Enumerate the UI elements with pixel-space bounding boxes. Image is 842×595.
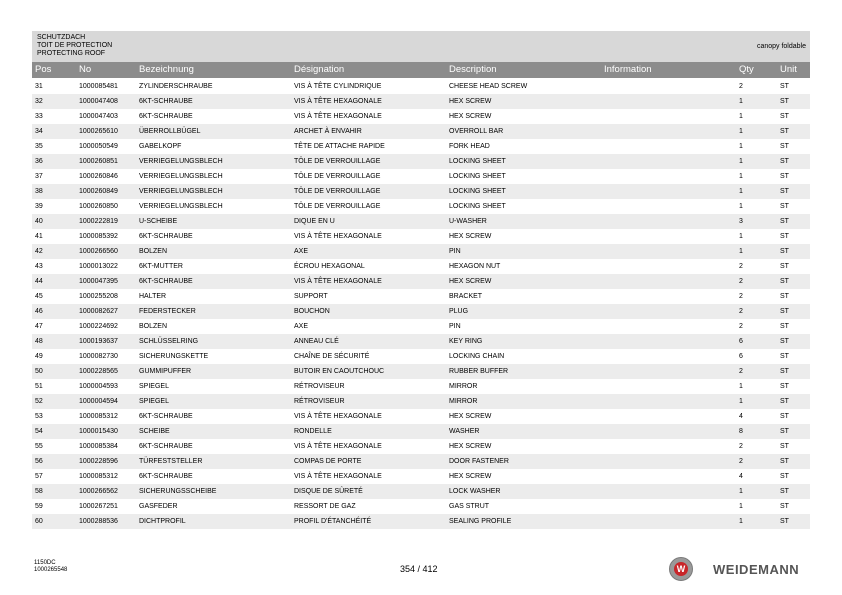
- cell-bezeichnung: BOLZEN: [139, 323, 168, 330]
- cell-qty: 2: [739, 293, 743, 300]
- table-row: [32, 154, 810, 169]
- cell-qty: 2: [739, 263, 743, 270]
- cell-pos: 33: [35, 113, 43, 120]
- cell-unit: ST: [780, 278, 789, 285]
- cell-no: 1000228565: [79, 368, 118, 375]
- cell-qty: 4: [739, 413, 743, 420]
- table-row: [32, 79, 810, 94]
- cell-qty: 1: [739, 518, 743, 525]
- cell-description: HEX SCREW: [449, 413, 492, 420]
- cell-qty: 1: [739, 398, 743, 405]
- cell-designation: VIS À TÊTE HEXAGONALE: [294, 473, 382, 480]
- cell-no: 1000266562: [79, 488, 118, 495]
- cell-qty: 1: [739, 203, 743, 210]
- cell-bezeichnung: 6KT-SCHRAUBE: [139, 98, 193, 105]
- cell-description: HEX SCREW: [449, 113, 492, 120]
- cell-pos: 55: [35, 443, 43, 450]
- title-en: PROTECTING ROOF: [37, 50, 106, 57]
- cell-designation: RÉTROVISEUR: [294, 398, 345, 405]
- table-row: [32, 499, 810, 514]
- cell-designation: COMPAS DE PORTE: [294, 458, 362, 465]
- cell-no: 1000267251: [79, 503, 118, 510]
- cell-unit: ST: [780, 338, 789, 345]
- cell-bezeichnung: U-SCHEIBE: [139, 218, 178, 225]
- cell-no: 1000013022: [79, 263, 118, 270]
- cell-pos: 38: [35, 188, 43, 195]
- cell-no: 1000265610: [79, 128, 118, 135]
- cell-qty: 6: [739, 353, 743, 360]
- cell-designation: RESSORT DE GAZ: [294, 503, 356, 510]
- cell-qty: 1: [739, 503, 743, 510]
- cell-pos: 56: [35, 458, 43, 465]
- cell-no: 1000260849: [79, 188, 118, 195]
- cell-description: MIRROR: [449, 398, 478, 405]
- cell-unit: ST: [780, 308, 789, 315]
- cell-unit: ST: [780, 383, 789, 390]
- cell-designation: AXE: [294, 248, 309, 255]
- table-row: [32, 484, 810, 499]
- cell-description: LOCKING SHEET: [449, 203, 506, 210]
- cell-pos: 60: [35, 518, 43, 525]
- cell-unit: ST: [780, 218, 789, 225]
- cell-qty: 2: [739, 83, 743, 90]
- cell-no: 1000047403: [79, 113, 118, 120]
- cell-no: 1000082627: [79, 308, 118, 315]
- cell-designation: ARCHET À ENVAHIR: [294, 128, 362, 135]
- cell-qty: 1: [739, 488, 743, 495]
- cell-no: 1000082730: [79, 353, 118, 360]
- cell-unit: ST: [780, 158, 789, 165]
- cell-pos: 36: [35, 158, 43, 165]
- cell-pos: 40: [35, 218, 43, 225]
- logo-icon: [669, 557, 693, 581]
- cell-description: HEX SCREW: [449, 98, 492, 105]
- cell-qty: 1: [739, 233, 743, 240]
- cell-description: HEX SCREW: [449, 278, 492, 285]
- table-row: [32, 169, 810, 184]
- cell-designation: TÔLE DE VERROUILLAGE: [294, 158, 381, 165]
- table-row: [32, 124, 810, 139]
- table-row: [32, 409, 810, 424]
- cell-description: HEX SCREW: [449, 473, 492, 480]
- cell-qty: 1: [739, 113, 743, 120]
- cell-description: WASHER: [449, 428, 480, 435]
- cell-designation: BOUCHON: [294, 308, 330, 315]
- cell-description: MIRROR: [449, 383, 478, 390]
- cell-pos: 42: [35, 248, 43, 255]
- cell-description: LOCKING SHEET: [449, 188, 506, 195]
- cell-unit: ST: [780, 428, 789, 435]
- cell-pos: 59: [35, 503, 43, 510]
- cell-bezeichnung: VERRIEGELUNGSBLECH: [139, 158, 223, 165]
- cell-description: LOCKING CHAIN: [449, 353, 505, 360]
- cell-no: 1000224692: [79, 323, 118, 330]
- cell-bezeichnung: DICHTPROFIL: [139, 518, 186, 525]
- cell-bezeichnung: SCHEIBE: [139, 428, 170, 435]
- cell-description: DOOR FASTENER: [449, 458, 509, 465]
- table-row: [32, 94, 810, 109]
- cell-bezeichnung: GABELKOPF: [139, 143, 182, 150]
- cell-description: LOCKING SHEET: [449, 173, 506, 180]
- cell-description: HEX SCREW: [449, 233, 492, 240]
- cell-no: 1000288536: [79, 518, 118, 525]
- cell-designation: DISQUE DE SÛRETÉ: [294, 488, 363, 495]
- cell-unit: ST: [780, 98, 789, 105]
- cell-bezeichnung: 6KT-SCHRAUBE: [139, 113, 193, 120]
- table-row: [32, 424, 810, 439]
- cell-bezeichnung: 6KT-SCHRAUBE: [139, 443, 193, 450]
- page-number: 354 / 412: [400, 564, 438, 574]
- cell-qty: 8: [739, 428, 743, 435]
- table-row: [32, 364, 810, 379]
- cell-pos: 50: [35, 368, 43, 375]
- page-header: [32, 31, 810, 62]
- cell-no: 1000260850: [79, 203, 118, 210]
- cell-description: FORK HEAD: [449, 143, 490, 150]
- cell-no: 1000260846: [79, 173, 118, 180]
- cell-unit: ST: [780, 173, 789, 180]
- cell-pos: 34: [35, 128, 43, 135]
- cell-no: 1000050549: [79, 143, 118, 150]
- cell-designation: VIS À TÊTE CYLINDRIQUE: [294, 83, 382, 90]
- logo-letter: W: [674, 562, 688, 576]
- cell-designation: RÉTROVISEUR: [294, 383, 345, 390]
- cell-description: U-WASHER: [449, 218, 487, 225]
- cell-designation: VIS À TÊTE HEXAGONALE: [294, 233, 382, 240]
- cell-designation: TÔLE DE VERROUILLAGE: [294, 173, 381, 180]
- cell-bezeichnung: ZYLINDERSCHRAUBE: [139, 83, 213, 90]
- cell-bezeichnung: 6KT-SCHRAUBE: [139, 413, 193, 420]
- cell-unit: ST: [780, 458, 789, 465]
- cell-bezeichnung: BOLZEN: [139, 248, 168, 255]
- cell-designation: BUTOIR EN CAOUTCHOUC: [294, 368, 385, 375]
- cell-designation: ANNEAU CLÉ: [294, 338, 339, 345]
- table-row: [32, 229, 810, 244]
- cell-no: 1000260851: [79, 158, 118, 165]
- cell-qty: 2: [739, 278, 743, 285]
- cell-no: 1000266560: [79, 248, 118, 255]
- table-row: [32, 349, 810, 364]
- cell-unit: ST: [780, 128, 789, 135]
- cell-no: 1000015430: [79, 428, 118, 435]
- cell-description: LOCK WASHER: [449, 488, 501, 495]
- cell-unit: ST: [780, 293, 789, 300]
- cell-unit: ST: [780, 233, 789, 240]
- cell-pos: 45: [35, 293, 43, 300]
- cell-bezeichnung: HALTER: [139, 293, 167, 300]
- cell-pos: 41: [35, 233, 43, 240]
- col-no: No: [79, 64, 92, 75]
- table-row: [32, 469, 810, 484]
- cell-unit: ST: [780, 398, 789, 405]
- cell-pos: 44: [35, 278, 43, 285]
- cell-no: 1000085384: [79, 443, 118, 450]
- cell-no: 1000004593: [79, 383, 118, 390]
- title-de: SCHUTZDACH: [37, 34, 86, 41]
- cell-qty: 2: [739, 308, 743, 315]
- cell-bezeichnung: VERRIEGELUNGSBLECH: [139, 188, 223, 195]
- cell-no: 1000222819: [79, 218, 118, 225]
- cell-designation: AXE: [294, 323, 309, 330]
- cell-no: 1000085392: [79, 233, 118, 240]
- cell-bezeichnung: ÜBERROLLBÜGEL: [139, 128, 201, 135]
- cell-bezeichnung: SPIEGEL: [139, 398, 169, 405]
- table-row: [32, 439, 810, 454]
- cell-description: HEXAGON NUT: [449, 263, 501, 270]
- table-row: [32, 139, 810, 154]
- cell-qty: 1: [739, 383, 743, 390]
- cell-bezeichnung: GUMMIPUFFER: [139, 368, 192, 375]
- cell-bezeichnung: FEDERSTECKER: [139, 308, 196, 315]
- cell-designation: RONDELLE: [294, 428, 332, 435]
- cell-designation: CHAÎNE DE SÉCURITÉ: [294, 353, 370, 360]
- cell-no: 1000255208: [79, 293, 118, 300]
- section-titles: [37, 34, 112, 58]
- cell-unit: ST: [780, 353, 789, 360]
- cell-pos: 37: [35, 173, 43, 180]
- cell-unit: ST: [780, 203, 789, 210]
- cell-designation: TÊTE DE ATTACHE RAPIDE: [294, 143, 385, 150]
- table-row: [32, 514, 810, 529]
- cell-unit: ST: [780, 83, 789, 90]
- cell-qty: 3: [739, 218, 743, 225]
- cell-qty: 2: [739, 458, 743, 465]
- cell-unit: ST: [780, 518, 789, 525]
- cell-qty: 1: [739, 188, 743, 195]
- table-header: [32, 62, 810, 78]
- cell-pos: 54: [35, 428, 43, 435]
- cell-qty: 6: [739, 338, 743, 345]
- cell-designation: VIS À TÊTE HEXAGONALE: [294, 113, 382, 120]
- cell-designation: VIS À TÊTE HEXAGONALE: [294, 98, 382, 105]
- table-row: [32, 304, 810, 319]
- cell-designation: TÔLE DE VERROUILLAGE: [294, 203, 381, 210]
- cell-qty: 1: [739, 128, 743, 135]
- cell-no: 1000004594: [79, 398, 118, 405]
- cell-pos: 31: [35, 83, 43, 90]
- cell-unit: ST: [780, 503, 789, 510]
- cell-no: 1000085312: [79, 413, 118, 420]
- cell-pos: 32: [35, 98, 43, 105]
- cell-no: 1000085312: [79, 473, 118, 480]
- cell-description: BRACKET: [449, 293, 483, 300]
- cell-unit: ST: [780, 473, 789, 480]
- cell-qty: 2: [739, 323, 743, 330]
- cell-designation: ÉCROU HEXAGONAL: [294, 263, 365, 270]
- table-row: [32, 379, 810, 394]
- cell-unit: ST: [780, 188, 789, 195]
- cell-no: 1000085481: [79, 83, 118, 90]
- cell-bezeichnung: SPIEGEL: [139, 383, 169, 390]
- cell-description: GAS STRUT: [449, 503, 490, 510]
- cell-pos: 49: [35, 353, 43, 360]
- cell-description: KEY RING: [449, 338, 483, 345]
- cell-description: OVERROLL BAR: [449, 128, 504, 135]
- cell-unit: ST: [780, 113, 789, 120]
- table-row: [32, 334, 810, 349]
- cell-unit: ST: [780, 263, 789, 270]
- brand-name: WEIDEMANN: [713, 562, 800, 577]
- col-pos: Pos: [35, 64, 52, 75]
- cell-unit: ST: [780, 413, 789, 420]
- cell-bezeichnung: 6KT-SCHRAUBE: [139, 278, 193, 285]
- table-row: [32, 274, 810, 289]
- table-row: [32, 244, 810, 259]
- cell-qty: 2: [739, 443, 743, 450]
- table-row: [32, 214, 810, 229]
- cell-description: SEALING PROFILE: [449, 518, 512, 525]
- cell-designation: SUPPORT: [294, 293, 328, 300]
- cell-designation: PROFIL D'ÉTANCHÉITÉ: [294, 518, 372, 525]
- cell-designation: VIS À TÊTE HEXAGONALE: [294, 278, 382, 285]
- cell-description: CHEESE HEAD SCREW: [449, 83, 528, 90]
- cell-designation: VIS À TÊTE HEXAGONALE: [294, 413, 382, 420]
- cell-bezeichnung: SICHERUNGSKETTE: [139, 353, 209, 360]
- cell-no: 1000228596: [79, 458, 118, 465]
- cell-description: RUBBER BUFFER: [449, 368, 509, 375]
- footer-code: [34, 560, 67, 574]
- title-fr: TOIT DE PROTECTION: [37, 42, 113, 49]
- cell-qty: 1: [739, 248, 743, 255]
- cell-bezeichnung: VERRIEGELUNGSBLECH: [139, 203, 223, 210]
- cell-qty: 1: [739, 158, 743, 165]
- cell-unit: ST: [780, 368, 789, 375]
- cell-no: 1000047408: [79, 98, 118, 105]
- col-qty: Qty: [739, 64, 754, 75]
- cell-bezeichnung: SICHERUNGSSCHEIBE: [139, 488, 217, 495]
- brand-logo: [669, 557, 811, 583]
- cell-unit: ST: [780, 443, 789, 450]
- table-row: [32, 454, 810, 469]
- cell-description: PIN: [449, 323, 461, 330]
- cell-designation: VIS À TÊTE HEXAGONALE: [294, 443, 382, 450]
- table-row: [32, 199, 810, 214]
- cell-pos: 53: [35, 413, 43, 420]
- table-row: [32, 289, 810, 304]
- cell-bezeichnung: 6KT-SCHRAUBE: [139, 473, 193, 480]
- cell-bezeichnung: TÜRFESTSTELLER: [139, 458, 203, 465]
- cell-no: 1000047395: [79, 278, 118, 285]
- document-number: 1000265548: [34, 567, 68, 573]
- cell-qty: 2: [739, 368, 743, 375]
- cell-unit: ST: [780, 248, 789, 255]
- table-row: [32, 109, 810, 124]
- cell-qty: 4: [739, 473, 743, 480]
- cell-description: LOCKING SHEET: [449, 158, 506, 165]
- cell-pos: 47: [35, 323, 43, 330]
- cell-pos: 43: [35, 263, 43, 270]
- model-number: 1150DC: [34, 560, 56, 566]
- col-description: Description: [449, 64, 497, 75]
- cell-pos: 48: [35, 338, 43, 345]
- cell-unit: ST: [780, 488, 789, 495]
- table-row: [32, 394, 810, 409]
- cell-description: PIN: [449, 248, 461, 255]
- cell-unit: ST: [780, 143, 789, 150]
- cell-unit: ST: [780, 323, 789, 330]
- col-unit: Unit: [780, 64, 797, 75]
- cell-pos: 58: [35, 488, 43, 495]
- cell-pos: 35: [35, 143, 43, 150]
- cell-pos: 52: [35, 398, 43, 405]
- cell-pos: 39: [35, 203, 43, 210]
- table-row: [32, 319, 810, 334]
- cell-pos: 51: [35, 383, 43, 390]
- cell-qty: 1: [739, 143, 743, 150]
- cell-description: PLUG: [449, 308, 469, 315]
- cell-bezeichnung: GASFEDER: [139, 503, 178, 510]
- cell-qty: 1: [739, 98, 743, 105]
- cell-bezeichnung: VERRIEGELUNGSBLECH: [139, 173, 223, 180]
- cell-description: HEX SCREW: [449, 443, 492, 450]
- table-row: [32, 259, 810, 274]
- cell-no: 1000193637: [79, 338, 118, 345]
- cell-bezeichnung: 6KT-SCHRAUBE: [139, 233, 193, 240]
- col-bezeichnung: Bezeichnung: [139, 64, 194, 75]
- table-row: [32, 184, 810, 199]
- parts-table: [32, 79, 810, 529]
- col-designation: Désignation: [294, 64, 345, 75]
- cell-pos: 57: [35, 473, 43, 480]
- cell-bezeichnung: SCHLÜSSELRING: [139, 338, 199, 345]
- cell-bezeichnung: 6KT-MUTTER: [139, 263, 183, 270]
- cell-qty: 1: [739, 173, 743, 180]
- col-information: Information: [604, 64, 652, 75]
- cell-designation: TÔLE DE VERROUILLAGE: [294, 188, 381, 195]
- cell-pos: 46: [35, 308, 43, 315]
- assembly-label: canopy foldable: [756, 43, 806, 50]
- cell-designation: DIQUE EN U: [294, 218, 335, 225]
